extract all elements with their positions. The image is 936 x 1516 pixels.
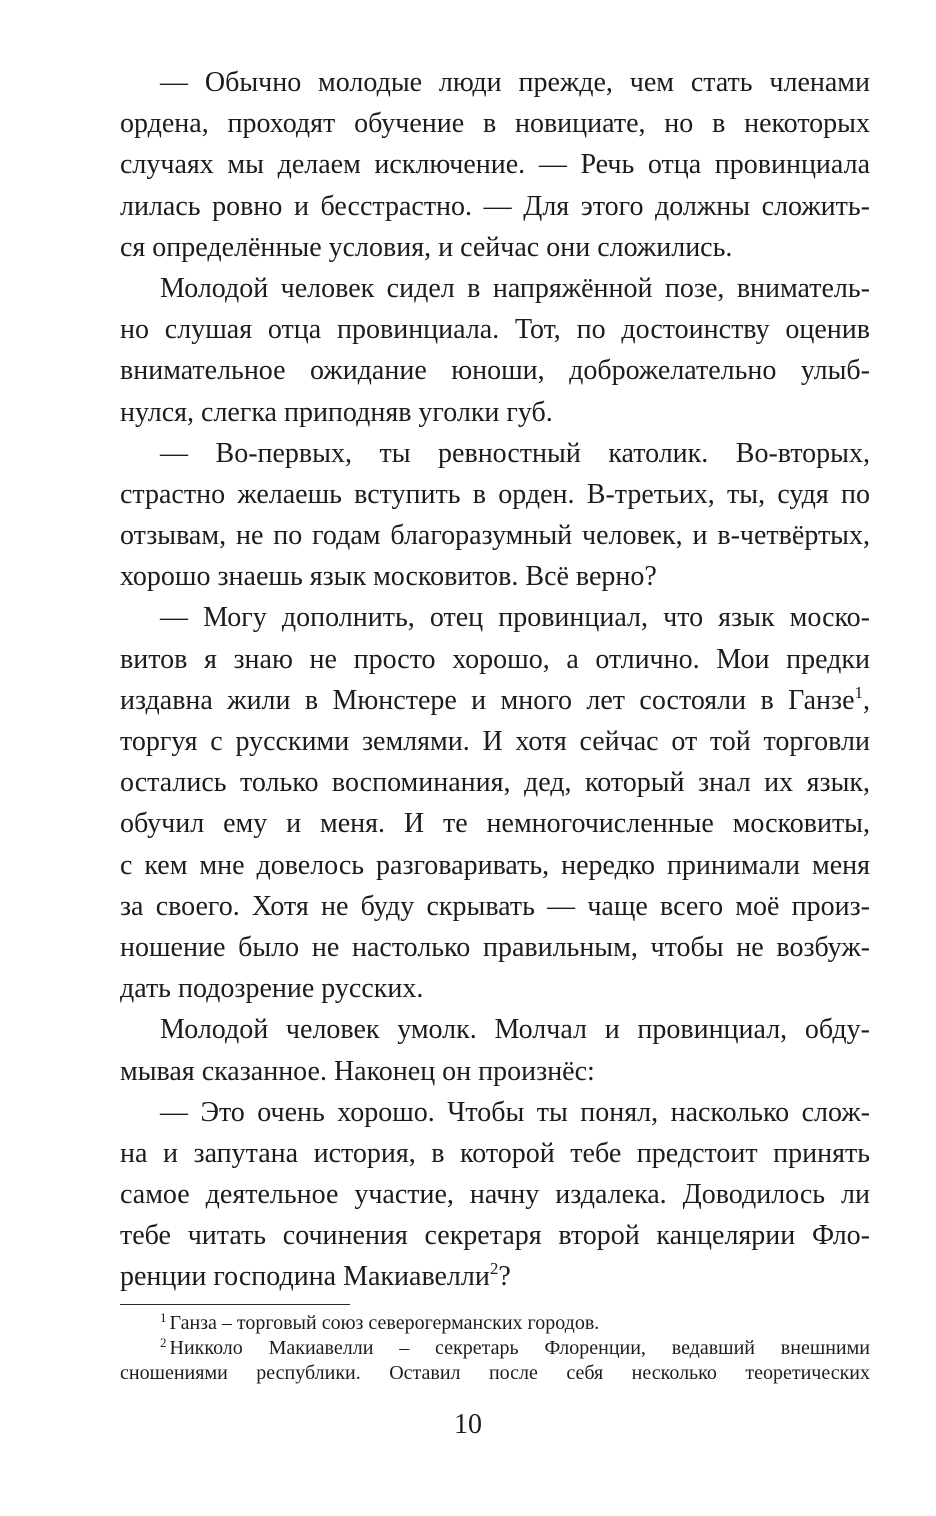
text-line: мывая сказанное. Наконец он произнёс: [120,1055,595,1087]
footnote-divider [120,1304,350,1305]
text-segment: , [863,684,870,716]
footnote-2 [120,1336,870,1361]
text-line: на и запутана история, в которой тебе предстоит принять [120,1137,870,1169]
text-line-with-footnote-ref [120,1256,870,1297]
text-line: нулся, слегка приподняв уголки губ. [120,396,553,428]
text-line: ордена, проходят обучение в новициате, но в некоторых [120,108,870,140]
footnote-ref-1[interactable]: 1 [854,682,863,702]
text-line: но слушая отца провинциала. Тот, по достоинству оценив [120,314,870,346]
text-segment: ренции господина Макиавелли [120,1261,490,1293]
text-line: — Это очень хорошо. Чтобы ты понял, насколько слож- [160,1096,870,1128]
footnote-number: 2 [160,1336,167,1350]
text-line: дать подозрение русских. [120,973,424,1005]
footnote-text: Ганза – торговый союз северогерманских городов. [169,1312,600,1334]
text-line: Молодой человек умолк. Молчал и провинциал, обду- [160,1014,870,1046]
footnote-number: 1 [160,1311,167,1325]
footnote-text: Никколо Макиавелли – секретарь Флоренции, ведавший внешними [169,1337,870,1359]
text-line: тебе читать сочинения секретаря второй канцелярии Фло- [120,1220,870,1252]
text-line: с кем мне довелось разговаривать, нередко принимали меня [120,849,870,881]
text-line: случаях мы делаем исключение. — Речь отца провинциала [120,149,870,181]
text-line: Молодой человек сидел в напряжённой позе, вниматель- [160,272,870,304]
text-line: остались только воспоминания, дед, который знал их язык, [120,767,870,799]
text-line: страстно желаешь вступить в орден. В-третьих, ты, судя по [120,478,870,510]
text-line: — Могу дополнить, отец провинциал, что язык моско- [160,602,870,634]
text-line: ся определённые условия, и сейчас они сложились. [120,231,733,263]
text-line: торгуя с русскими землями. И хотя сейчас от той торговли [120,726,870,757]
footnote-2-continuation: сношениями республики. Оставил после себя несколько теоретических [120,1362,870,1384]
footnotes [120,1311,870,1386]
text-line: самое деятельное участие, начну издалека. Доводилось ли [120,1179,870,1211]
text-line: за своего. Хотя не буду скрывать — чаще всего моё произ- [120,890,870,922]
footnote-1 [120,1311,870,1336]
text-segment: ? [498,1261,511,1293]
text-line: отзывам, не по годам благоразумный человек, и в-четвёртых, [120,520,870,552]
text-segment: издавна жили в Мюнстере и много лет состояли в Ганзе [120,684,855,716]
text-line: лилась ровно и бесстрастно. — Для этого должны сложить- [120,190,870,222]
text-line: ношение было не настолько правильным, чтобы не возбуж- [120,931,870,963]
body-text [120,62,870,1298]
page-number: 10 [454,1409,482,1440]
footnote-ref-2[interactable]: 2 [489,1259,499,1279]
text-line: витов я знаю не просто хорошо, а отлично. Мои предки [120,643,870,675]
text-line: хорошо знаешь язык московитов. Всё верно? [120,561,657,593]
text-line: внимательное ожидание юноши, доброжелательно улыб- [120,355,870,387]
text-line-with-footnote-ref [120,680,870,721]
text-line: — Во-первых, ты ревностный католик. Во-вторых, [160,437,870,469]
text-line: обучил ему и меня. И те немногочисленные московиты, [120,808,870,840]
text-line: — Обычно молодые люди прежде, чем стать членами [160,67,870,98]
